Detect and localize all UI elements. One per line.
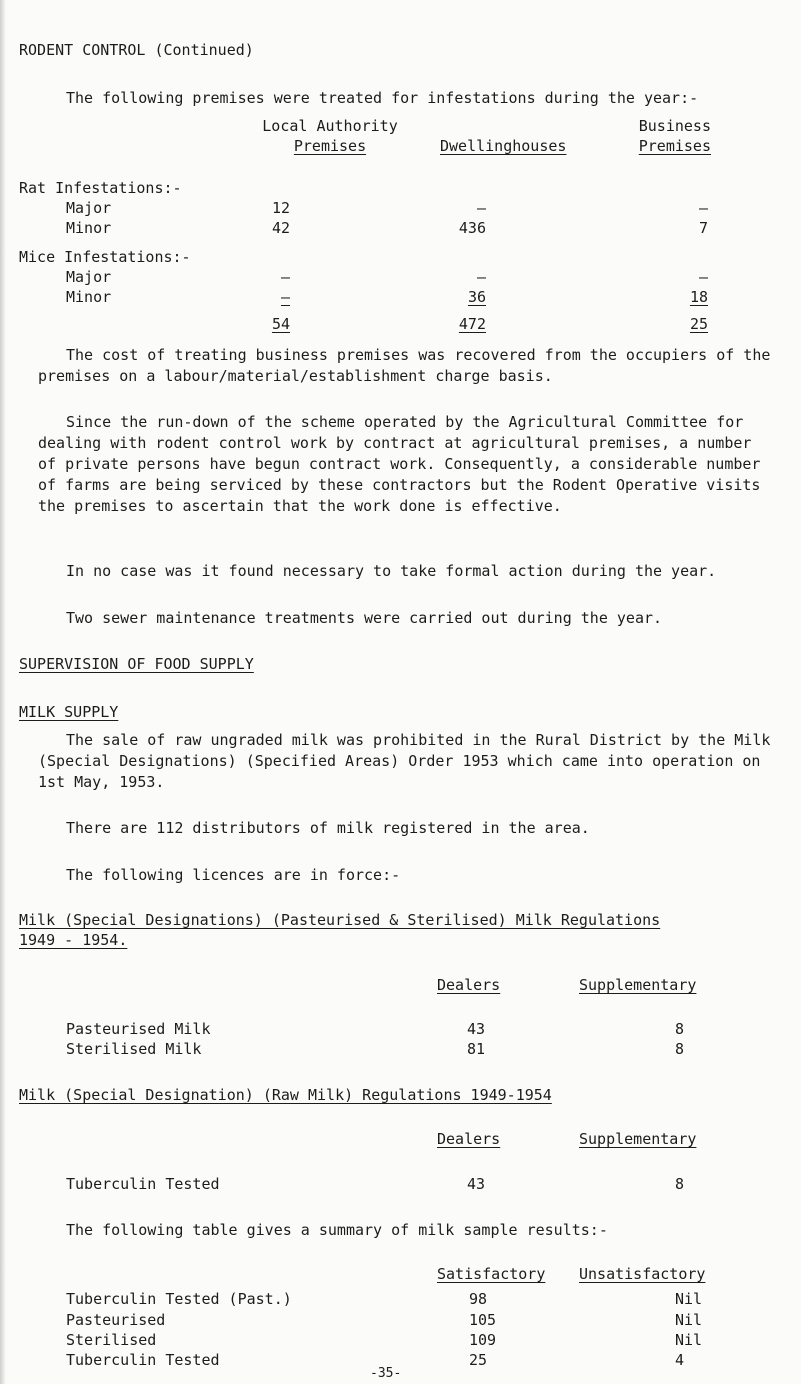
rat-infestations-label: Rat Infestations:- (19, 179, 182, 197)
page-edge-shadow (0, 0, 6, 1384)
cell: – (476, 268, 486, 286)
row-label: Pasteurised (66, 1311, 166, 1329)
cell: 36 (467, 288, 486, 306)
row-label: Pasteurised Milk (66, 1020, 211, 1038)
page-number: -35- (370, 1366, 402, 1381)
paragraph-distributors: There are 112 distributors of milk registered in the area. (66, 819, 590, 837)
col-header-local-authority: Local Authority (262, 117, 398, 135)
row-label-major: Major (66, 199, 112, 217)
cell: 8 (675, 1020, 685, 1038)
paragraph-licences: The following licences are in force:- (66, 866, 401, 884)
paragraph-summary: The following table gives a summary of milk sample results:- (66, 1221, 608, 1239)
cell: – (476, 199, 486, 217)
cell: 42 (271, 219, 290, 237)
row-label: Sterilised Milk (66, 1040, 202, 1058)
paragraph-scheme: Since the run-down of the scheme operated by the Agricultural Committee for dealing with rodent control work by contract at agricultural premises, a number of private persons have begun contract work. Consequently, a considerable number of farms are being serviced by these contractors but the Rodent Operative visits the premises to ascertain that the work done is effective. (38, 413, 761, 515)
col-header-business-premises: Premises (638, 137, 711, 155)
cell: – (280, 288, 290, 306)
cell: 109 (469, 1331, 497, 1349)
cell: 7 (698, 219, 708, 237)
col-header-business: Business (638, 117, 711, 135)
cell: 98 (469, 1290, 488, 1308)
row-label: Tuberculin Tested (66, 1351, 220, 1369)
cell: 105 (469, 1311, 497, 1329)
col-header-unsatisfactory: Unsatisfactory (579, 1265, 706, 1283)
cell: – (280, 268, 290, 286)
cell: 43 (467, 1020, 486, 1038)
row-label-minor: Minor (66, 288, 112, 306)
total-cell: 472 (458, 315, 486, 333)
col-header-premises: Premises (293, 137, 367, 155)
row-label: Sterilised (66, 1331, 157, 1349)
paragraph-sewer: Two sewer maintenance treatments were carried out during the year. (66, 609, 663, 627)
cell: – (698, 268, 708, 286)
row-label-major: Major (66, 268, 112, 286)
milk-supply-heading: MILK SUPPLY (19, 703, 119, 721)
total-cell: 54 (271, 315, 290, 333)
regulation-title: Milk (Special Designation) (Raw Milk) Regulations 1949-1954 (19, 1086, 552, 1104)
row-label: Tuberculin Tested (Past.) (66, 1290, 292, 1308)
cell: 18 (689, 288, 708, 306)
cell: 4 (675, 1351, 685, 1369)
mice-infestations-label: Mice Infestations:- (19, 248, 191, 266)
col-header-dealers: Dealers (437, 1130, 501, 1148)
col-header-supplementary: Supplementary (579, 976, 697, 994)
col-header-dwellinghouses: Dwellinghouses (440, 137, 567, 155)
cell: – (698, 199, 708, 217)
cell: 81 (467, 1040, 486, 1058)
cell: 12 (271, 199, 290, 217)
cell: 25 (469, 1351, 488, 1369)
cell: 8 (675, 1175, 685, 1193)
col-header-satisfactory: Satisfactory (437, 1265, 546, 1283)
paragraph-formal-action: In no case was it found necessary to take formal action during the year. (66, 562, 717, 580)
cell: 43 (467, 1175, 486, 1193)
col-header-supplementary: Supplementary (579, 1130, 697, 1148)
total-cell: 25 (689, 315, 708, 333)
intro-text: The following premises were treated for infestations during the year:- (66, 89, 699, 107)
paragraph-cost: The cost of treating business premises was recovered from the occupiers of the premises on a labour/material/establishment charge basis. (38, 346, 771, 385)
row-label-minor: Minor (66, 219, 112, 237)
supervision-heading: SUPERVISION OF FOOD SUPPLY (19, 655, 254, 673)
cell: Nil (675, 1311, 703, 1329)
cell: Nil (675, 1331, 703, 1349)
col-header-dealers: Dealers (437, 976, 501, 994)
section-heading: RODENT CONTROL (Continued) (19, 41, 254, 59)
cell: Nil (675, 1290, 703, 1308)
regulation-years: 1949 - 1954. (19, 931, 128, 949)
cell: 436 (458, 219, 486, 237)
cell: 8 (675, 1040, 685, 1058)
regulation-title: Milk (Special Designations) (Pasteurised & Sterilised) Milk Regulations (19, 911, 661, 929)
paragraph-sale: The sale of raw ungraded milk was prohibited in the Rural District by the Milk (Special Designations) (Specified Areas) Order 1953 which came into operation on 1st May, 1953. (38, 731, 771, 791)
row-label: Tuberculin Tested (66, 1175, 220, 1193)
